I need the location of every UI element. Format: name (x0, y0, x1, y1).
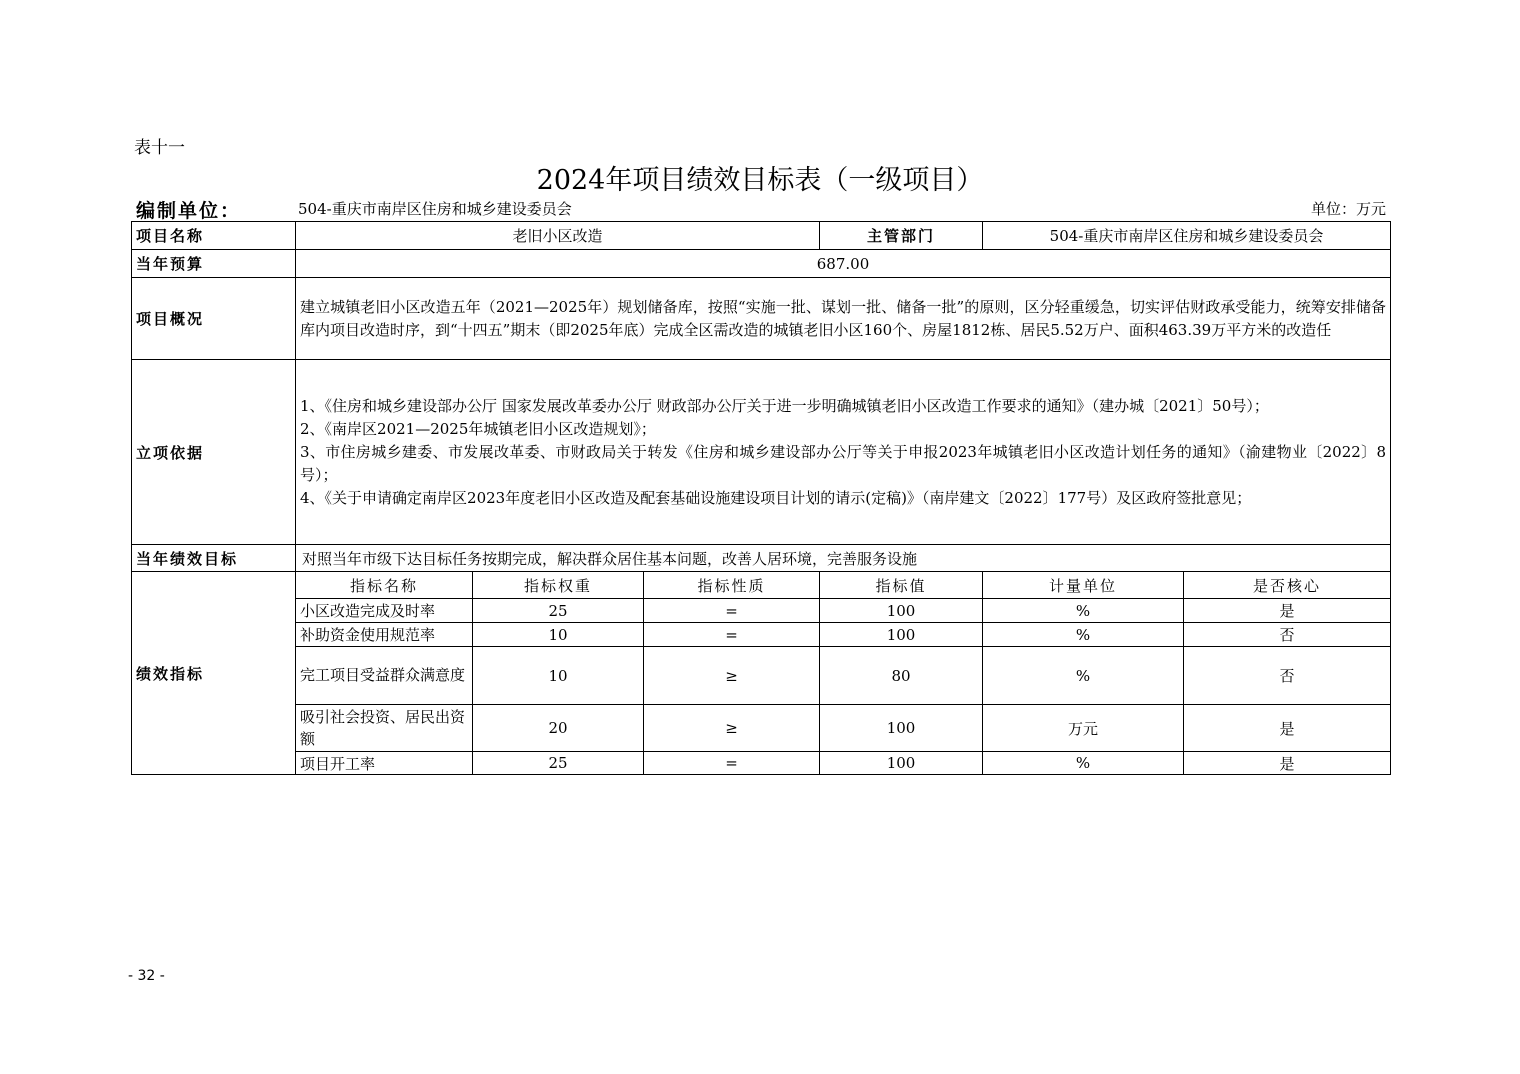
indicator-value: 100 (820, 752, 983, 775)
overview-row (132, 278, 1391, 360)
goal-row (132, 545, 1391, 572)
basis-text (296, 360, 1391, 545)
table-row (132, 752, 1391, 775)
indicator-name: 项目开工率 (296, 752, 473, 775)
col-header-name: 指标名称 (296, 572, 473, 599)
indicator-weight: 10 (473, 647, 644, 705)
indicator-nature: = (644, 623, 820, 647)
overview-text: 建立城镇老旧小区改造五年（2021—2025年）规划储备库，按照“实施一批、谋划一批、储备一批”的原则，区分轻重缓急，切实评估财政承受能力，统筹安排储备库内项目改造时序，到“十四五”期末（即2025年底）完成全区需改造的城镇老旧小区160个、房屋1812栋、居民5.52万户、面积463.39万平方米的改造任 (296, 278, 1391, 360)
basis-item: 1、《住房和城乡建设部办公厅 国家发展改革委办公厅 财政部办公厅关于进一步明确城镇老旧小区改造工作要求的通知》（建办城〔2021〕50号）； (300, 396, 1269, 415)
indicator-core: 是 (1184, 752, 1391, 775)
indicator-weight: 10 (473, 623, 644, 647)
col-header-nature: 指标性质 (644, 572, 820, 599)
indicator-value: 100 (820, 623, 983, 647)
indicator-header-row (132, 572, 1391, 599)
indicator-weight: 25 (473, 752, 644, 775)
indicator-core: 是 (1184, 599, 1391, 623)
indicator-unit: % (983, 647, 1184, 705)
page-number: - 32 - (128, 968, 165, 984)
indicator-weight: 25 (473, 599, 644, 623)
goal-text: 对照当年市级下达目标任务按期完成，解决群众居住基本问题，改善人居环境，完善服务设施 (296, 545, 1391, 572)
col-header-core: 是否核心 (1184, 572, 1391, 599)
indicator-value: 100 (820, 599, 983, 623)
budget-value: 687.00 (296, 250, 1391, 278)
table-row (132, 705, 1391, 752)
col-header-unit: 计量单位 (983, 572, 1184, 599)
prep-unit-value: 504-重庆市南岸区住房和城乡建设委员会 (298, 200, 572, 218)
basis-row (132, 360, 1391, 545)
project-name-value: 老旧小区改造 (296, 222, 820, 250)
project-name-label: 项目名称 (132, 222, 296, 250)
money-unit: 单位：万元 (1310, 200, 1386, 218)
table-row (132, 623, 1391, 647)
indicator-name: 补助资金使用规范率 (296, 623, 473, 647)
basis-item: 3、市住房城乡建委、市发展改革委、市财政局关于转发《住房和城乡建设部办公厅等关于申报2023年城镇老旧小区改造计划任务的通知》（渝建物业〔2022〕8号）； (300, 442, 1387, 484)
indicators-label: 绩效指标 (132, 572, 296, 775)
basis-item: 2、《南岸区2021—2025年城镇老旧小区改造规划》； (300, 419, 656, 438)
overview-label: 项目概况 (132, 278, 296, 360)
indicator-value: 80 (820, 647, 983, 705)
indicator-core: 是 (1184, 705, 1391, 752)
indicator-nature: ≥ (644, 705, 820, 752)
indicator-value: 100 (820, 705, 983, 752)
unit-row (134, 196, 1388, 220)
basis-item: 4、《关于申请确定南岸区2023年度老旧小区改造及配套基础设施建设项目计划的请示(定稿)》（南岸建文〔2022〕177号）及区政府签批意见； (300, 488, 1252, 507)
goal-label: 当年绩效目标 (132, 545, 296, 572)
project-name-row (132, 222, 1391, 250)
indicator-name: 小区改造完成及时率 (296, 599, 473, 623)
table-row (132, 647, 1391, 705)
indicator-nature: ≥ (644, 647, 820, 705)
budget-row (132, 250, 1391, 278)
col-header-value: 指标值 (820, 572, 983, 599)
prep-unit-label: 编制单位： (136, 200, 242, 222)
indicator-name: 吸引社会投资、居民出资额 (296, 705, 473, 752)
indicator-core: 否 (1184, 647, 1391, 705)
indicator-unit: % (983, 623, 1184, 647)
indicator-nature: = (644, 752, 820, 775)
indicator-nature: = (644, 599, 820, 623)
indicator-unit: % (983, 599, 1184, 623)
dept-label: 主管部门 (820, 222, 983, 250)
indicator-weight: 20 (473, 705, 644, 752)
table-number-label: 表十一 (134, 138, 185, 158)
indicator-unit: 万元 (983, 705, 1184, 752)
dept-value: 504-重庆市南岸区住房和城乡建设委员会 (983, 222, 1391, 250)
page-title: 2024年项目绩效目标表（一级项目） (536, 165, 984, 196)
basis-label: 立项依据 (132, 360, 296, 545)
table-row (132, 599, 1391, 623)
budget-label: 当年预算 (132, 250, 296, 278)
col-header-weight: 指标权重 (473, 572, 644, 599)
indicator-name: 完工项目受益群众满意度 (296, 647, 473, 705)
indicator-core: 否 (1184, 623, 1391, 647)
performance-table (131, 221, 1391, 775)
indicator-unit: % (983, 752, 1184, 775)
